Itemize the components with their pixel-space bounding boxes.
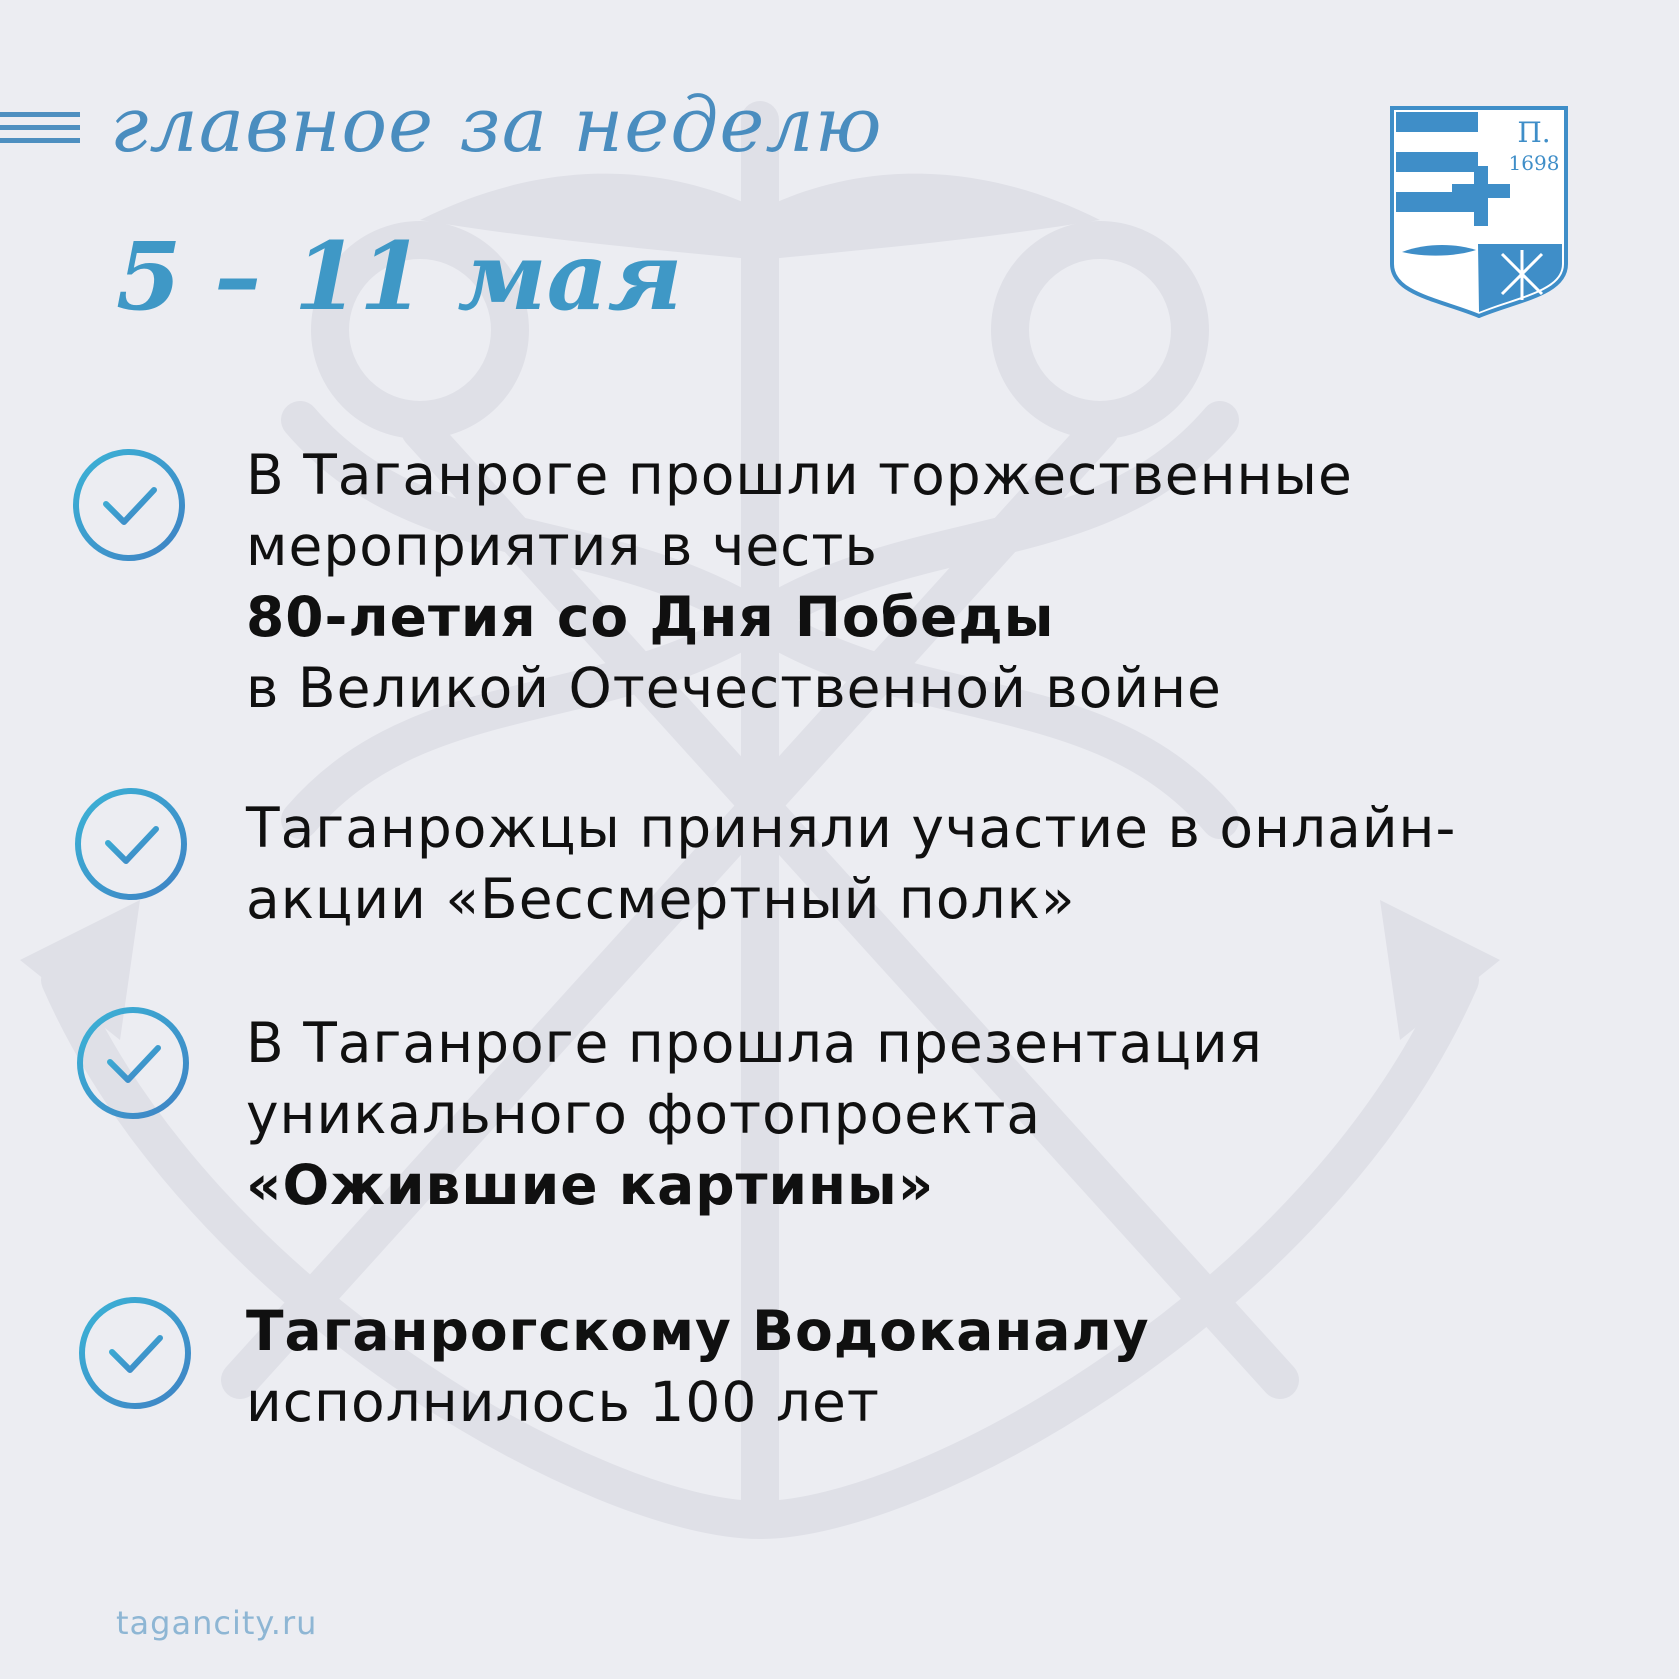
check-circle-icon (70, 446, 188, 564)
check-circle-icon (72, 785, 190, 903)
website-link[interactable]: tagancity.ru (116, 1604, 318, 1642)
check-circle-icon (74, 1004, 192, 1122)
emblem-monogram: П. (1517, 116, 1551, 149)
coat-of-arms-icon (1388, 104, 1570, 318)
menu-lines-icon (0, 112, 80, 152)
news-item-text: В Таганроге прошла презентация уникального фотопроекта «Ожившие картины» (246, 1011, 1263, 1217)
news-item-text: В Таганроге прошли торжественные мероприятия в честь 80-летия со Дня Победы в Великой Отечественной войне (246, 443, 1353, 720)
page-heading: главное за неделю (110, 80, 883, 169)
emblem-year: 1698 (1508, 151, 1560, 175)
news-item-text: Таганрожцы приняли участие в онлайн- акции «Бессмертный полк» (246, 796, 1457, 931)
check-circle-icon (76, 1294, 194, 1412)
news-item-text: Таганрогскому Водоканалу исполнилось 100 лет (246, 1299, 1150, 1434)
date-range: 5 – 11 мая (116, 222, 683, 332)
